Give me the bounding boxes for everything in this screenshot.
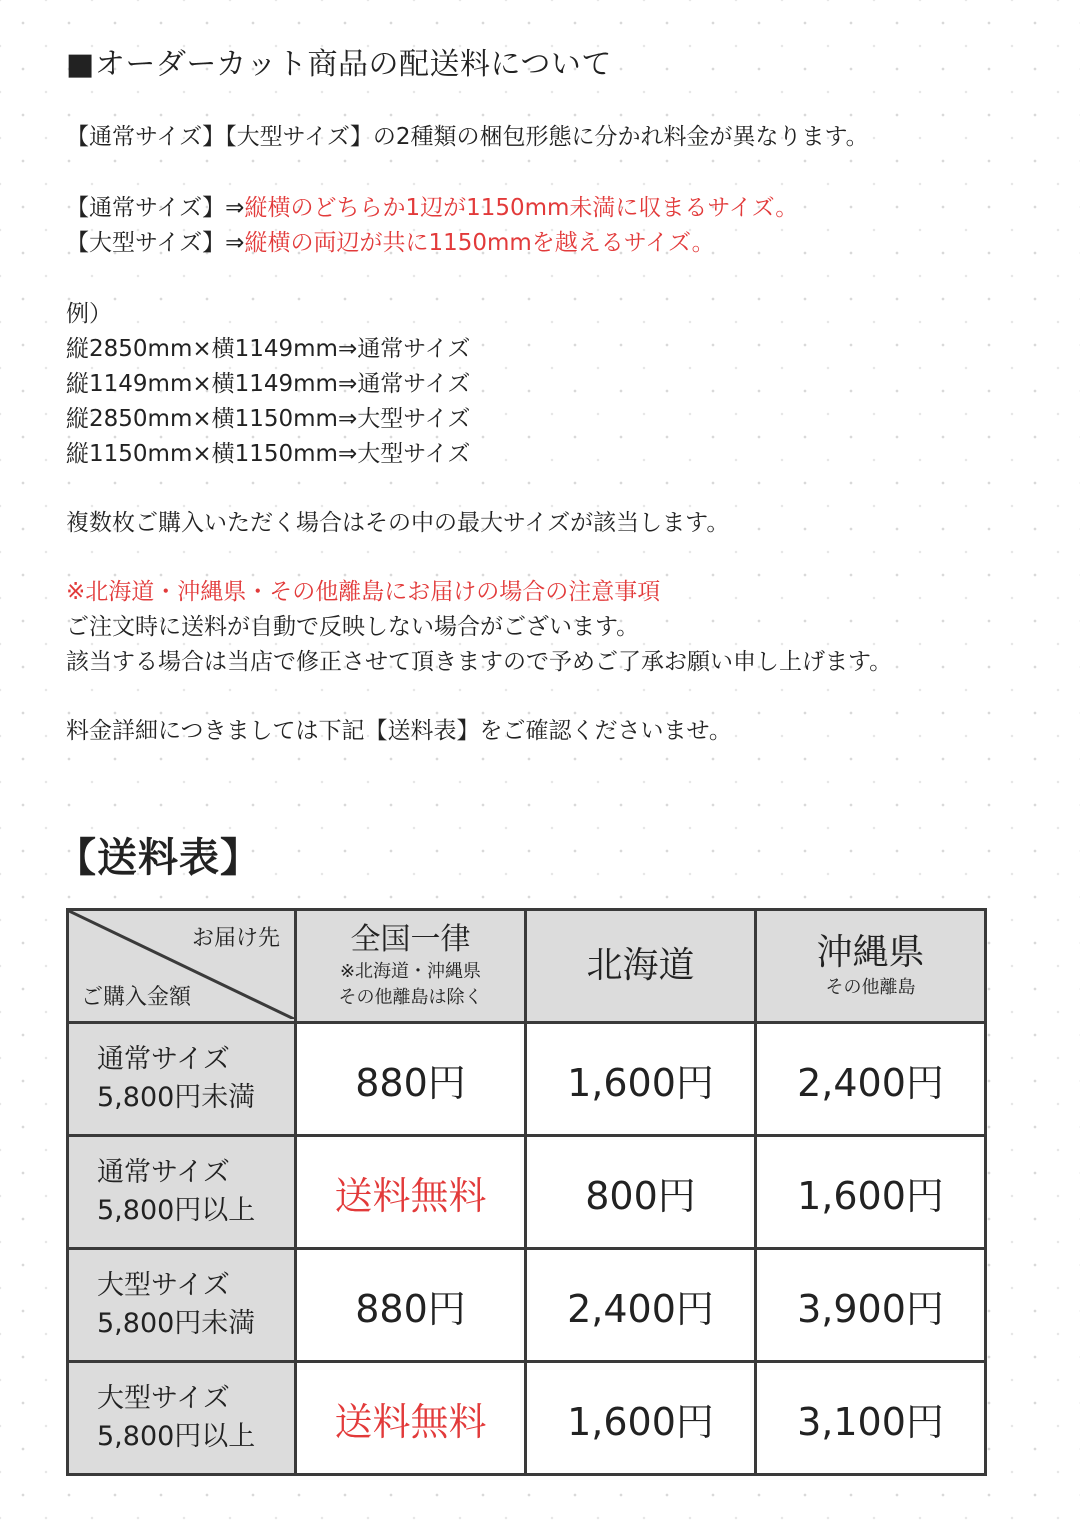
row-header (68, 1023, 296, 1136)
row-header (68, 1249, 296, 1362)
table-row (68, 1136, 986, 1249)
fee-cell: 880円 (296, 1023, 526, 1136)
size-type: 大型サイズ (97, 1383, 230, 1414)
detail-note: 料金詳細につきましては下記【送料表】をご確認くださいませ。 (66, 718, 732, 744)
purchase-amount: 5,800円以上 (97, 1421, 256, 1452)
column-subnote: その他離島 (825, 977, 916, 998)
large-size-label: 【大型サイズ】⇒ (66, 230, 245, 256)
large-size-definition (66, 226, 1026, 261)
large-size-rule: 縦横の両辺が共に1150mmを越えるサイズ。 (244, 230, 715, 256)
multi-purchase-note: 複数枚ご購入いただく場合はその中の最大サイズが該当します。 (66, 510, 730, 536)
table-header-row (68, 910, 986, 1023)
fee-cell: 1,600円 (526, 1023, 756, 1136)
size-type: 通常サイズ (97, 1157, 230, 1188)
column-header-okinawa (756, 910, 986, 1023)
spacer (66, 541, 1026, 575)
row-header (68, 1136, 296, 1249)
spacer (66, 472, 1026, 506)
fee-cell: 880円 (296, 1249, 526, 1362)
fee-cell: 800円 (526, 1136, 756, 1249)
size-type: 通常サイズ (97, 1044, 230, 1075)
column-title: 北海道 (586, 945, 695, 986)
example-label: 例） (66, 301, 112, 327)
spacer (66, 90, 1026, 120)
fee-cell: 3,100円 (756, 1362, 986, 1475)
fee-cell: 1,600円 (526, 1362, 756, 1475)
destination-label: お届け先 (191, 926, 280, 951)
fee-cell: 2,400円 (526, 1249, 756, 1362)
column-title: 全国一律 (350, 922, 471, 957)
column-subnote: ※北海道・沖縄県 (339, 961, 482, 982)
normal-size-label: 【通常サイズ】⇒ (66, 195, 245, 221)
corner-header-cell (68, 910, 296, 1023)
example-line: 縦1149mm×横1149mm⇒通常サイズ (66, 371, 471, 397)
spacer (66, 261, 1026, 297)
size-type: 大型サイズ (97, 1270, 230, 1301)
column-header-hokkaido (526, 910, 756, 1023)
example-line: 縦1150mm×横1150mm⇒大型サイズ (66, 441, 471, 467)
column-title: 沖縄県 (816, 932, 925, 973)
table-row (68, 1249, 986, 1362)
fee-cell: 2,400円 (756, 1023, 986, 1136)
fee-cell: 1,600円 (756, 1136, 986, 1249)
table-row (68, 1023, 986, 1136)
fee-cell: 3,900円 (756, 1249, 986, 1362)
example-line: 縦2850mm×横1150mm⇒大型サイズ (66, 406, 471, 432)
column-subnote: その他離島は除く (338, 987, 483, 1008)
normal-size-rule: 縦横のどちらか1辺が1150mm未満に収まるサイズ。 (244, 195, 799, 221)
purchase-amount: 5,800円未満 (97, 1082, 256, 1113)
purchase-amount: 5,800円未満 (97, 1308, 256, 1339)
spacer (66, 155, 1026, 191)
row-header (68, 1362, 296, 1475)
fee-table-title: 【送料表】 (56, 835, 261, 881)
shipping-fee-table (66, 908, 987, 1476)
lead-text: 【通常サイズ】【大型サイズ】の2種類の梱包形態に分かれ料金が異なります。 (66, 124, 869, 150)
spacer (66, 680, 1026, 714)
table-row (68, 1362, 986, 1475)
free-shipping-cell: 送料無料 (296, 1136, 526, 1249)
example-line: 縦2850mm×横1149mm⇒通常サイズ (66, 336, 471, 362)
islands-notice-title: ※北海道・沖縄県・その他離島にお届けの場合の注意事項 (66, 579, 661, 605)
purchase-amount-label: ご購入金額 (81, 985, 192, 1010)
page-heading: ■オーダーカット商品の配送料について (66, 47, 612, 82)
column-header-nationwide (296, 910, 526, 1023)
islands-notice-line: 該当する場合は当店で修正させて頂きますので予めご了承お願い申し上げます。 (66, 649, 893, 675)
purchase-amount: 5,800円以上 (97, 1195, 256, 1226)
normal-size-definition (66, 191, 1026, 226)
shipping-intro (66, 40, 1026, 749)
free-shipping-cell: 送料無料 (296, 1362, 526, 1475)
islands-notice-line: ご注文時に送料が自動で反映しない場合がございます。 (66, 614, 640, 640)
